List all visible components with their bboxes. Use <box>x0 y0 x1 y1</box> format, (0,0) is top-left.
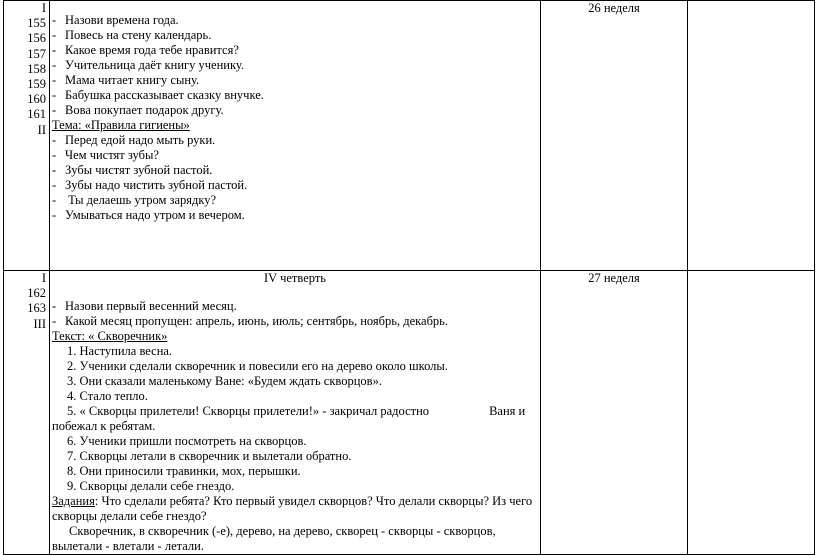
lesson-number: 161 <box>27 107 46 122</box>
list-item: - Ты делаешь утром зарядку? <box>52 193 538 208</box>
list-item: - Учительница даёт книгу ученику. <box>52 58 538 73</box>
lesson-content-cell <box>50 1 541 271</box>
sentence-continuation: побежал к ребятам. <box>52 419 156 433</box>
lesson-content-cell <box>50 271 541 555</box>
sentence: 4. Стало тепло. <box>67 389 148 403</box>
week-cell <box>541 1 688 271</box>
list-item: - Вова покупает подарок другу. <box>52 103 538 118</box>
lesson-number: 162 <box>27 286 46 301</box>
tasks-text: : Что сделали ребята? Кто первый увидел скворцов? Что делали скворцы? Из чего скворцы делали себе гнездо? <box>52 494 533 523</box>
list-item: - Мама читает книгу сыну. <box>52 73 538 88</box>
list-item: - Назови первый весенний месяц. <box>52 299 538 314</box>
vocabulary-line: вылетали - влетали - летали. <box>52 539 204 553</box>
week-label: 26 неделя <box>588 1 640 15</box>
quarter-heading: IV четверть <box>263 271 326 285</box>
list-item: - Зубы чистят зубной пастой. <box>52 163 538 178</box>
list-item: - Повесь на стену календарь. <box>52 28 538 43</box>
lesson-number: 163 <box>27 301 46 316</box>
empty-cell <box>688 1 815 271</box>
lesson-number: III <box>33 316 46 331</box>
vocabulary-line: Скворечник, в скворечник (-е), дерево, на дерево, скворец - скворцы - скворцов, <box>69 524 496 538</box>
week-label: 27 неделя <box>588 271 640 285</box>
empty-cell <box>688 271 815 555</box>
lesson-number: 157 <box>27 46 46 61</box>
list-item: - Зубы надо чистить зубной пастой. <box>52 178 538 193</box>
list-item: - Умываться надо утром и вечером. <box>52 208 538 223</box>
sentence: 9. Скворцы делали себе гнездо. <box>67 479 235 493</box>
lesson-number: I <box>41 271 46 285</box>
week-cell <box>541 271 688 555</box>
lesson-plan-table <box>3 0 815 555</box>
lesson-number: 159 <box>27 77 46 92</box>
sentence: 3. Они сказали маленькому Ване: «Будем ждать скворцов». <box>67 374 382 388</box>
lesson-number: 155 <box>27 16 46 31</box>
lesson-number: 158 <box>27 61 46 76</box>
lesson-numbers-cell <box>4 271 50 555</box>
table-row <box>4 271 815 555</box>
sentence-part: 5. « Скворцы прилетели! Скворцы прилетели!» - закричал радостно <box>67 404 430 418</box>
sentence: 8. Они приносили травинки, мох, перышки. <box>67 464 301 478</box>
lesson-number: I <box>41 1 46 15</box>
list-item: - Назови времена года. <box>52 13 538 28</box>
lesson-number: II <box>37 122 46 137</box>
lesson-number: 160 <box>27 92 46 107</box>
sentence-part: Ваня и <box>489 404 526 418</box>
sentence: 1. Наступила весна. <box>67 344 173 358</box>
list-item: - Бабушка рассказывает сказку внучке. <box>52 88 538 103</box>
list-item: - Чем чистят зубы? <box>52 148 538 163</box>
list-item: - Перед едой надо мыть руки. <box>52 133 538 148</box>
sentence: 2. Ученики сделали скворечник и повесили его на дерево около школы. <box>67 359 448 373</box>
list-item: - Какой месяц пропущен: апрель, июнь, июль; сентябрь, ноябрь, декабрь. <box>52 314 538 329</box>
list-item: - Какое время года тебе нравится? <box>52 43 538 58</box>
sentence <box>52 404 538 419</box>
text-title: Текст: « Скворечник» <box>52 329 168 343</box>
lesson-number: 156 <box>27 31 46 46</box>
table-row <box>4 1 815 271</box>
topic-heading: Тема: «Правила гигиены» <box>52 118 190 132</box>
lesson-numbers-cell <box>4 1 50 271</box>
tasks-label: Задания <box>52 494 95 508</box>
sentence: 7. Скворцы летали в скворечник и вылетали обратно. <box>67 449 352 463</box>
sentence: 6. Ученики пришли посмотреть на скворцов. <box>67 434 307 448</box>
tasks-paragraph <box>52 494 538 524</box>
